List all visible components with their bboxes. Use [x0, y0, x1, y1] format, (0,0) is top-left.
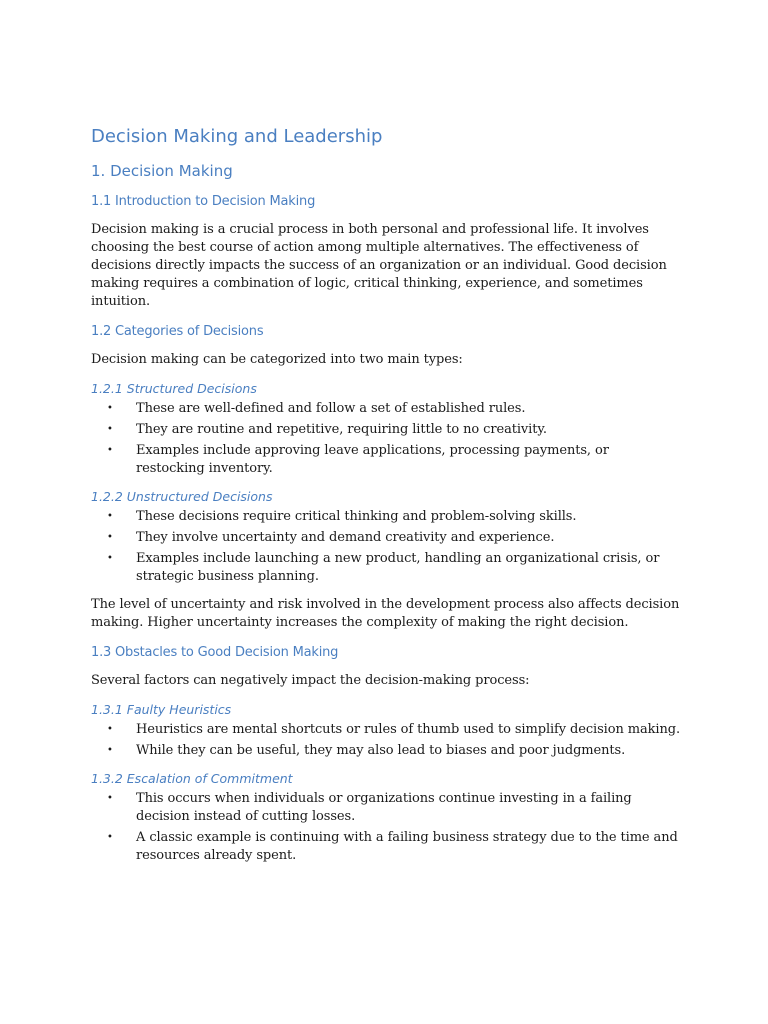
- list-item: • Examples include approving leave applications, processing payments, or restocking inventory.: [91, 442, 681, 478]
- paragraph-introduction: Decision making is a crucial process in both personal and professional life. It involves choosing the best course of action among multiple alternatives. The effectiveness of decisions directly impacts the success of an organization or an individual. Good decision making requires a combination of logic, critical thinking, experience, and sometimes intuition.: [91, 222, 667, 309]
- bullet-list-unstructured: [91, 508, 681, 586]
- paragraph-uncertainty: The level of uncertainty and risk involved in the development process also affects decision making. Higher uncertainty increases the complexity of making the right decision.: [91, 597, 680, 630]
- heading-1-2-1: 1.2.1 Structured Decisions: [91, 381, 257, 396]
- list-item: • Heuristics are mental shortcuts or rules of thumb used to simplify decision making.: [91, 721, 681, 739]
- list-item: • These are well-defined and follow a set of established rules.: [91, 400, 681, 418]
- document-title: Decision Making and Leadership: [91, 126, 383, 147]
- heading-1-3-1: 1.3.1 Faulty Heuristics: [91, 702, 232, 717]
- bullet-list-structured: [91, 400, 681, 478]
- list-item: • Examples include launching a new product, handling an organizational crisis, or strategic business planning.: [91, 550, 681, 586]
- paragraph-categories-intro: Decision making can be categorized into two main types:: [91, 352, 463, 367]
- bullet-list-escalation: [91, 790, 681, 865]
- heading-1-2: 1.2 Categories of Decisions: [91, 324, 264, 339]
- heading-section-1: 1. Decision Making: [91, 162, 233, 180]
- list-item: • While they can be useful, they may also lead to biases and poor judgments.: [91, 742, 681, 760]
- list-item: • This occurs when individuals or organizations continue investing in a failing decision instead of cutting losses.: [91, 790, 681, 826]
- paragraph-obstacles-intro: Several factors can negatively impact the decision-making process:: [91, 673, 530, 688]
- list-item: • They involve uncertainty and demand creativity and experience.: [91, 529, 681, 547]
- heading-1-3: 1.3 Obstacles to Good Decision Making: [91, 645, 339, 660]
- list-item: • They are routine and repetitive, requiring little to no creativity.: [91, 421, 681, 439]
- list-item: • A classic example is continuing with a failing business strategy due to the time and resources already spent.: [91, 829, 681, 865]
- document-body: [91, 124, 681, 875]
- bullet-list-heuristics: [91, 721, 681, 760]
- list-item: • These decisions require critical thinking and problem-solving skills.: [91, 508, 681, 526]
- heading-1-3-2: 1.3.2 Escalation of Commitment: [91, 771, 293, 786]
- heading-1-1: 1.1 Introduction to Decision Making: [91, 194, 316, 209]
- heading-1-2-2: 1.2.2 Unstructured Decisions: [91, 489, 273, 504]
